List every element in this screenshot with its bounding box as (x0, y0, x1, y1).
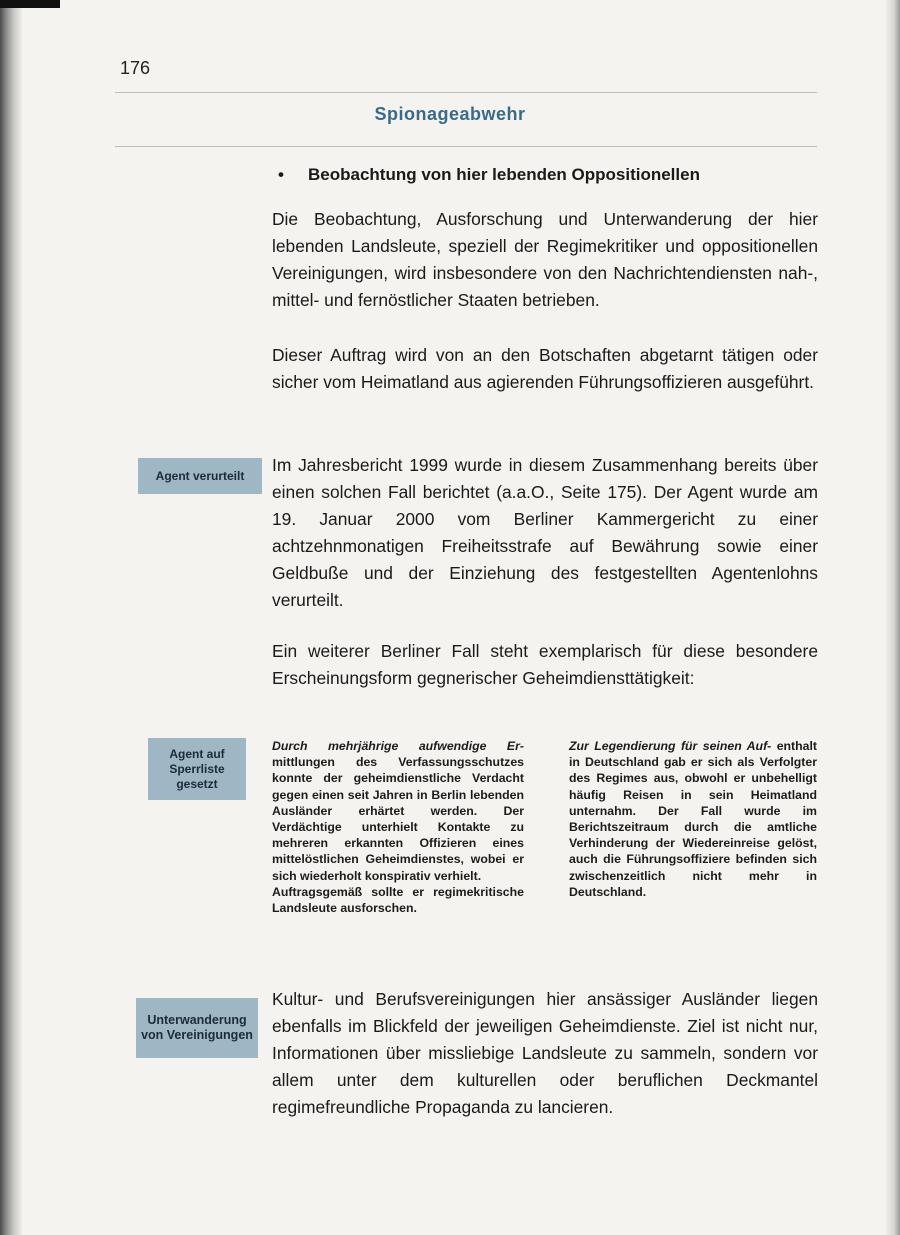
paragraph-3: Im Jahresbericht 1999 wurde in diesem Zusammenhang bereits über einen solchen Fall berichtet (a.a.O., Seite 175). Der Agent wurde am 19. Januar 2000 vom Berliner Kammergericht zu einer achtzehnmonatigen Freiheitsstrafe auf Bewährung sowie einer Geldbuße und der Einziehung des festgestellten Agentenlohns verurteilt. (272, 455, 818, 610)
running-head: Spionageabwehr (374, 104, 526, 124)
paragraph-2: Dieser Auftrag wird von an den Botschaften abgetarnt tätigen oder sicher vom Heimatland aus agierenden Führungsoffizieren ausgeführt. (272, 345, 818, 392)
paragraph-4: Ein weiterer Berliner Fall steht exemplarisch für diese besondere Erscheinungsform gegnerischer Geheimdiensttätigkeit: (272, 641, 818, 688)
case-column-left (272, 738, 524, 916)
section-heading-text: Beobachtung von hier lebenden Oppositionellen (308, 165, 700, 184)
case-right-body: enthalt in Deutschland gab er sich als Verfolgter des Regimes aus, obwohl er unbehelligt häufig Reisen in sein Heimatland unternahm. Der Fall wurde im Berichtszeitraum durch die amtliche Verhinderung der Wiedereinreise gelöst, auch die Führungsoffiziere befinden sich zwischenzeitlich nicht mehr in Deutschland. (569, 739, 817, 899)
case-left-extra: Auftragsgemäß sollte er regimekritische Landsleute ausforschen. (272, 884, 524, 916)
header-rule-top (115, 92, 817, 93)
case-left-body: mittlungen des Verfassungsschutzes konnte der geheimdienstliche Verdacht gegen einen seit Jahren in Berlin lebenden Ausländer erhärtet werden. Der Verdächtige unterhielt Kontakte zu mehreren erkannten Offizieren eines mittelöstlichen Geheimdienstes, wobei er sich wiederholt konspirativ verhielt. (272, 755, 524, 883)
paragraph-1: Die Beobachtung, Ausforschung und Unterwanderung der hier lebenden Landsleute, speziell der Regimekritiker und oppositionellen Vereinigungen, wird insbesondere von den Nachrichtendiensten nah-, mittel- und fernöstlicher Staaten betrieben. (272, 209, 818, 310)
case-left-intro: Durch mehrjährige aufwendige Er- (272, 739, 524, 753)
scan-shadow-right (886, 0, 900, 1235)
case-right-intro: Zur Legendierung für seinen Auf- (569, 739, 772, 753)
margin-label-unterwanderung: Unterwanderung von Vereinigungen (136, 998, 258, 1058)
page-number: 176 (120, 58, 151, 78)
bullet-icon: • (278, 165, 284, 184)
header-rule-bottom (115, 146, 817, 147)
margin-label-agent-verurteilt: Agent verurteilt (138, 458, 262, 494)
scan-corner-mark (0, 0, 60, 8)
paragraph-5: Kultur- und Berufsvereinigungen hier ansässiger Ausländer liegen ebenfalls im Blickfeld der jeweiligen Geheimdienste. Ziel ist nicht nur, Informationen über missliebige Landsleute zu sammeln, sondern vor allem unter dem kulturellen oder beruflichen Deckmantel regimefreundliche Propaganda zu lancieren. (272, 989, 818, 1117)
margin-label-agent-sperrliste: Agent auf Sperrliste gesetzt (148, 738, 246, 800)
scan-shadow-left (0, 0, 22, 1235)
section-heading (278, 165, 700, 185)
case-column-right (569, 738, 817, 900)
